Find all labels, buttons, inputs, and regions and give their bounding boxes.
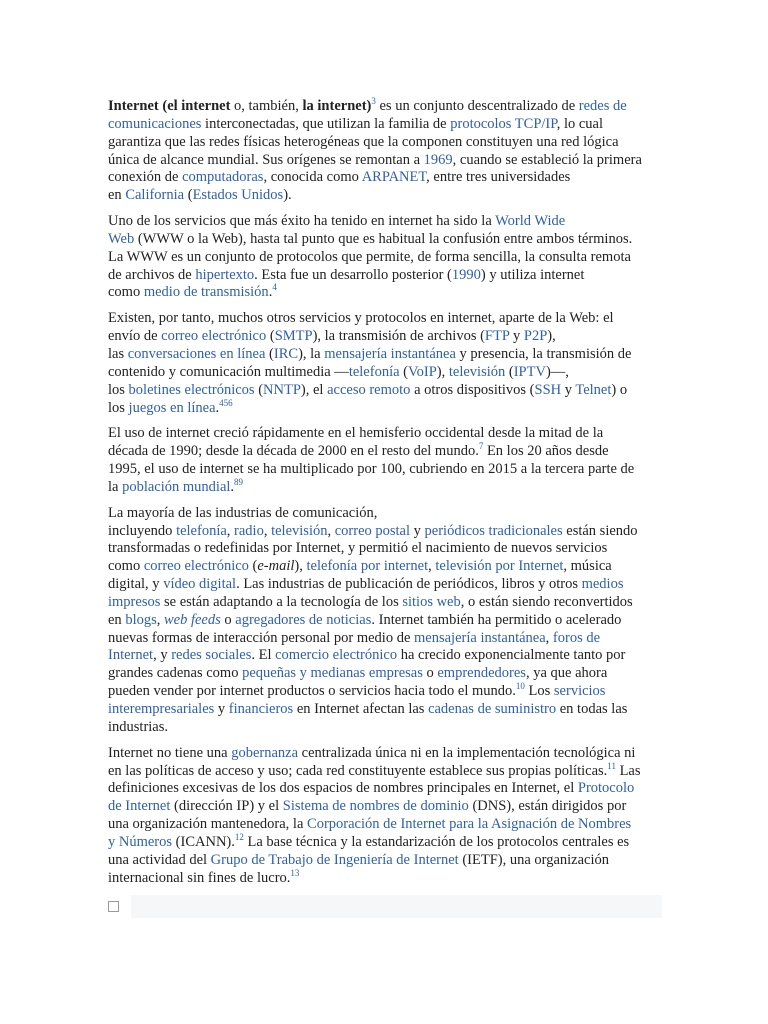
reference-12[interactable]: 12 [234, 831, 244, 842]
link-boletines-electronicos[interactable]: boletines electrónicos [128, 381, 255, 398]
reference-3[interactable]: 3 [371, 96, 376, 106]
link-foros-de-internet[interactable]: foros de Internet [108, 629, 601, 664]
link-correo-electronico[interactable]: correo electrónico [143, 558, 249, 575]
text-run: , entre tres universidades en [108, 169, 571, 204]
text-run: , ya que ahora pueden vender por internet productos o servicios hacia todo el mundo. [108, 665, 608, 700]
link-telefonia-por-internet[interactable]: telefonía por internet [306, 558, 429, 575]
link-correo-electronico[interactable]: correo electrónico [161, 328, 267, 345]
link-gobernanza[interactable]: gobernanza [231, 744, 299, 761]
link-ssh[interactable]: SSH [534, 381, 562, 398]
text-run: , conocida como [263, 169, 362, 186]
text-run: La mayoría de las industrias de comunicación, incluyendo [108, 504, 378, 539]
text-run: ), la [298, 345, 325, 362]
text-run: ), [436, 363, 449, 380]
link-sitios-web[interactable]: sitios web [402, 593, 461, 610]
text-run: Existen, por tanto, muchos otros servicios y protocolos en internet, aparte de la Web: el envío de [108, 310, 614, 345]
text-run: ( [265, 345, 274, 362]
article-body [108, 98, 642, 895]
text-run: y [214, 701, 229, 717]
text-run: , y [153, 647, 172, 664]
text-run: Internet no tiene una [108, 744, 232, 761]
link-mensajeria-instantanea[interactable]: mensajería instantánea [324, 345, 456, 362]
text-run: en Internet afectan las [293, 701, 429, 717]
text-run: y [410, 522, 425, 539]
link-emprendedores[interactable]: emprendedores [437, 665, 526, 682]
paragraph-6 [108, 745, 642, 888]
text-run: , lo cual garantiza que las redes físicas heterogéneas que la componen constituyen una red lógica única de alcance mundial. Sus orígenes se remontan a [108, 115, 619, 168]
reference-456[interactable]: 456 [219, 397, 233, 408]
link-telefonia[interactable]: telefonía [176, 522, 227, 539]
link-computadoras[interactable]: computadoras [182, 169, 264, 186]
link-1990[interactable]: 1990 [451, 266, 481, 283]
reference-89[interactable]: 89 [234, 476, 244, 487]
link-ftp[interactable]: FTP [484, 328, 510, 345]
reference-11[interactable]: 11 [607, 760, 616, 771]
text-run: o [422, 665, 438, 682]
link-hipertexto[interactable]: hipertexto [195, 266, 255, 283]
text-run: , cuando se estableció la primera conexión de [108, 151, 642, 186]
link-television-por-internet[interactable]: televisión por Internet [435, 558, 564, 575]
link-cadenas-de-suministro[interactable]: cadenas de suministro [428, 701, 557, 717]
text-run: ), las [108, 328, 556, 362]
link-servicios-interempresariales[interactable]: servicios interempresariales [108, 683, 606, 717]
reference-10[interactable]: 10 [515, 681, 525, 692]
link-agregadores-de-noticias[interactable]: agregadores de noticias [235, 611, 372, 628]
link-financieros[interactable]: financieros [228, 701, 294, 717]
bold-term: Internet (el internet [108, 98, 231, 114]
text-run: ( [266, 328, 275, 345]
link-medios-impresos[interactable]: medios impresos [108, 576, 624, 610]
text-run: La base técnica y la estandarización de los protocolos centrales es una actividad del [108, 833, 630, 868]
link-sistema-de-nombres-de-dominio[interactable]: Sistema de nombres de dominio [282, 798, 469, 815]
text-run: (WWW o la Web), hasta tal punto que es habitual la confusión entre ambos términos. La WWW es un conjunto de protocolos que permite, de forma sencilla, la consulta remota de archivos de [108, 230, 633, 283]
paragraph-2 [108, 213, 642, 302]
link-world-wide-web[interactable]: World Wide Web [108, 213, 566, 247]
italic-term: e-mail [257, 558, 295, 575]
text-run: , [263, 522, 272, 539]
link-telefonia[interactable]: telefonía [348, 363, 400, 380]
text-run: . [268, 284, 273, 301]
text-run: a otros dispositivos ( [410, 381, 535, 398]
link-telnet[interactable]: Telnet [575, 381, 612, 398]
text-run: , [545, 629, 553, 646]
text-run: )—, los [108, 363, 569, 398]
text-run: ( [184, 187, 193, 204]
text-run: El uso de internet creció rápidamente en el hemisferio occidental desde la mitad de la década de 1990; desde la década de 2000 en el resto del mundo. [108, 425, 604, 460]
link-smtp[interactable]: SMTP [274, 328, 313, 345]
link-protocolo-de-internet[interactable]: Protocolo de Internet [108, 780, 635, 815]
text-run: (ICANN). [172, 833, 235, 850]
text-run: . [230, 478, 235, 495]
link-redes-de-comunicaciones[interactable]: redes de comunicaciones [108, 98, 627, 132]
text-run: (dirección IP) y el [170, 798, 283, 815]
reference-4[interactable]: 4 [272, 282, 277, 293]
text-run: ), la transmisión de archivos ( [312, 328, 485, 345]
link-p2p[interactable]: P2P [523, 328, 548, 345]
bold-term: la internet) [302, 98, 372, 114]
text-run: o [220, 611, 236, 628]
text-run: y presencia, la transmisión de contenido y comunicación multimedia — [108, 345, 632, 380]
text-run: ). [283, 187, 292, 204]
link-correo-postal[interactable]: correo postal [334, 522, 411, 539]
text-run: ( [248, 558, 258, 575]
link-irc[interactable]: IRC [273, 345, 299, 362]
text-run: ), [294, 558, 307, 575]
reference-13[interactable]: 13 [290, 867, 300, 878]
text-run: , o están siendo reconvertidos en [108, 593, 633, 628]
text-run: ( [254, 381, 264, 398]
text-run: , [428, 558, 436, 575]
text-run: , música digital, y [108, 558, 612, 593]
text-run: (IETF), una organización internacional sin fines de lucro. [108, 851, 610, 886]
text-run: (DNS), están dirigidos por una organización mantenedora, la [108, 798, 627, 833]
link-blogs[interactable]: blogs [125, 611, 157, 628]
link-poblacion-mundial[interactable]: población mundial [122, 478, 231, 495]
text-run: Uno de los servicios que más éxito ha tenido en internet ha sido la [108, 213, 496, 230]
text-run: . El [251, 647, 276, 664]
paragraph-5 [108, 505, 642, 737]
text-run: se están adaptando a la tecnología de los [160, 593, 403, 610]
reference-7[interactable]: 7 [478, 441, 484, 452]
text-run: y [509, 328, 524, 345]
text-run: o, también, [230, 98, 303, 114]
empty-square-icon [108, 901, 119, 912]
text-run: Los [524, 683, 554, 700]
text-run: ( [505, 363, 514, 380]
link-protocolos-tcp-ip[interactable]: protocolos TCP/IP [450, 115, 557, 132]
text-run: ( [399, 363, 409, 380]
text-run: y [561, 381, 576, 398]
link-juegos-en-linea[interactable]: juegos en línea [128, 399, 216, 416]
link-radio[interactable]: radio [234, 522, 264, 539]
text-run: ) o los [108, 381, 628, 416]
link-conversaciones-en-linea[interactable]: conversaciones en línea [127, 345, 266, 362]
text-run: ), el [300, 381, 328, 398]
link-web-feeds[interactable]: web feeds [163, 611, 221, 628]
text-run: están siendo transformadas o redefinidas por Internet, y permitió el nacimiento de nuevos servicios como [108, 522, 638, 575]
text-run: . Esta fue un desarrollo posterior ( [254, 266, 452, 283]
link-comercio-electronico[interactable]: comercio electrónico [275, 647, 398, 664]
text-run: ha crecido exponencialmente tanto por grandes cadenas como [108, 647, 626, 682]
link-television[interactable]: televisión [271, 522, 328, 539]
paragraph-4 [108, 425, 642, 496]
link-acceso-remoto[interactable]: acceso remoto [327, 381, 411, 398]
link-television[interactable]: televisión [448, 363, 506, 380]
text-run: en todas las industrias. [108, 701, 628, 735]
link-periodicos-tradicionales[interactable]: periódicos tradicionales [424, 522, 563, 539]
link-nntp[interactable]: NNTP [263, 381, 301, 398]
empty-content-box [131, 895, 662, 918]
paragraph-1 [108, 98, 642, 205]
link-iptv[interactable]: IPTV [513, 363, 546, 380]
link-corporacion-de-internet-para-la-asignacion-de-nombres-y-numeros[interactable]: Corporación de Internet para la Asignación de Nombres y Números [108, 816, 632, 850]
link-video-digital[interactable]: vídeo digital [163, 576, 237, 593]
text-run: , [156, 611, 164, 628]
link-california[interactable]: California [125, 187, 185, 204]
text-run: es un conjunto descentralizado de [375, 98, 579, 114]
paragraph-3 [108, 310, 642, 417]
link-arpanet[interactable]: ARPANET [361, 169, 427, 186]
text-run: En los 20 años desde 1995, el uso de internet se ha multiplicado por 100, cubriendo en 2015 a la tercera parte de la [108, 443, 635, 495]
link-1969[interactable]: 1969 [423, 151, 453, 168]
link-voip[interactable]: VoIP [408, 363, 437, 380]
text-run: , [327, 522, 335, 539]
link-pequenas-y-medianas-empresas[interactable]: pequeñas y medianas empresas [242, 665, 423, 682]
text-run: interconectadas, que utilizan la familia de [201, 115, 451, 132]
text-run: , [226, 522, 235, 539]
link-redes-sociales[interactable]: redes sociales [171, 647, 252, 664]
link-mensajeria-instantanea[interactable]: mensajería instantánea [414, 629, 546, 646]
link-medio-de-transmision[interactable]: medio de transmisión [143, 284, 269, 301]
link-grupo-de-trabajo-de-ingenieria-de-internet[interactable]: Grupo de Trabajo de Ingeniería de Internet [210, 851, 459, 868]
text-run: Las definiciones excesivas de los dos espacios de nombres principales en Internet, el [108, 762, 641, 797]
text-run: ) y utiliza internet como [108, 266, 585, 301]
text-run: . Internet también ha permitido o acelerado nuevas formas de interacción personal por medio de [108, 611, 622, 646]
text-run: centralizada única ni en la implementación tecnológica ni en las políticas de acceso y uso; cada red constituyente establece sus propias políticas. [108, 744, 636, 779]
link-estados-unidos[interactable]: Estados Unidos [192, 187, 284, 204]
text-run: . Las industrias de publicación de periódicos, libros y otros [236, 576, 582, 593]
text-run: . [215, 399, 220, 416]
